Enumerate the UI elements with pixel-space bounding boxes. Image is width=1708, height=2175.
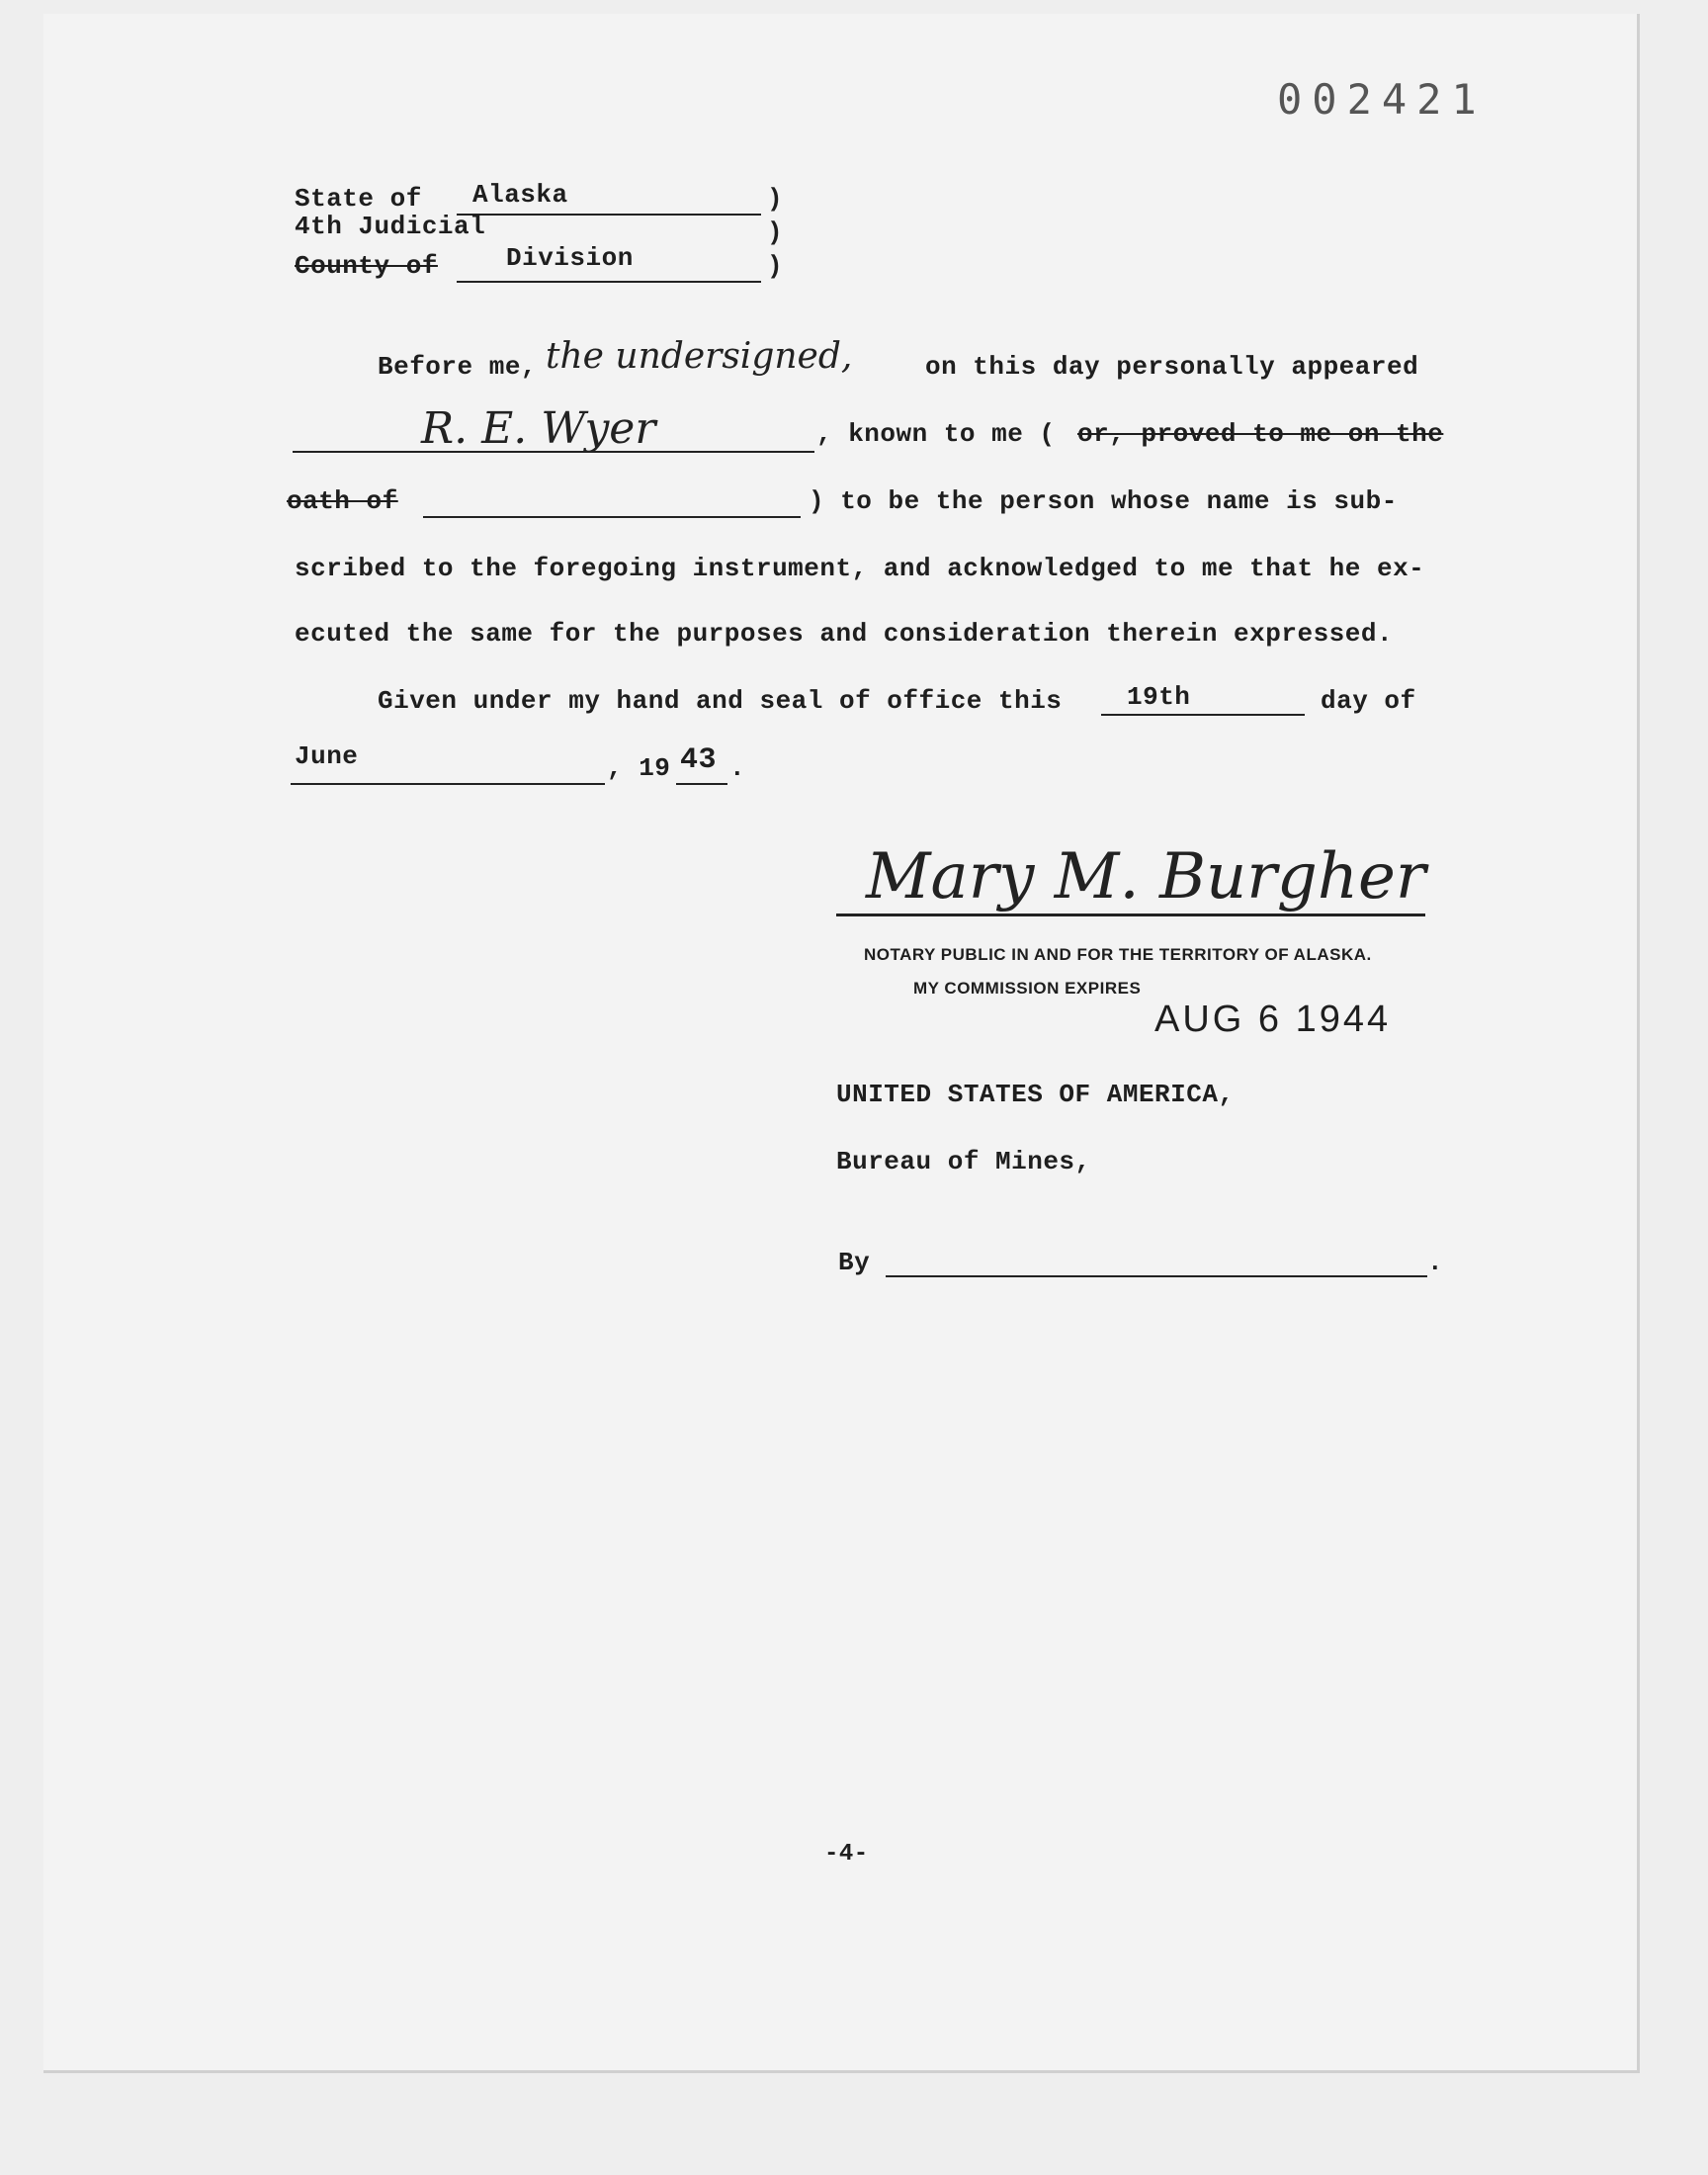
state-label: State of: [295, 184, 422, 214]
county-value-line1: 4th Judicial: [295, 212, 486, 241]
body-line5: ecuted the same for the purposes and consideration therein expressed.: [295, 619, 1394, 649]
body-line3: ) to be the person whose name is sub-: [809, 486, 1398, 516]
notary-title-stamp: NOTARY PUBLIC IN AND FOR THE TERRITORY OF ALASKA.: [864, 945, 1372, 964]
by-label: By: [838, 1248, 871, 1277]
notary-signature: Mary M. Burgher: [866, 840, 1426, 914]
struck-proved-text: or, proved to me on the: [1077, 419, 1444, 449]
day-of-text: day of: [1321, 686, 1416, 716]
known-to-me-text: , known to me (: [816, 419, 1056, 449]
appearer-name-line: [293, 451, 814, 453]
month-line: [291, 783, 605, 785]
page-number: -4-: [824, 1841, 869, 1868]
oath-line: [423, 516, 801, 518]
grantor-line2: Bureau of Mines,: [836, 1147, 1091, 1176]
state-value: Alaska: [472, 180, 568, 210]
venue-paren-3: ): [767, 251, 784, 281]
commission-label-stamp: MY COMMISSION EXPIRES: [913, 979, 1142, 998]
state-line: [457, 214, 761, 216]
appeared-text: on this day personally appeared: [925, 352, 1419, 382]
document-page: [43, 14, 1640, 2073]
county-value-line2: Division: [506, 243, 634, 273]
venue-paren-1: ): [767, 184, 784, 214]
year-period: .: [729, 753, 746, 783]
commission-date-stamp: AUG 6 1944: [1154, 999, 1392, 1040]
appearer-name-handwritten: R. E. Wyer: [421, 403, 656, 454]
month-value: June: [295, 741, 359, 771]
day-line: [1101, 714, 1305, 716]
undersigned-handwritten: the undersigned,: [546, 336, 853, 377]
year-value: 43: [680, 743, 718, 777]
county-line: [457, 281, 761, 283]
struck-oath-text: oath of: [287, 486, 398, 516]
notary-signature-line: [836, 914, 1425, 916]
document-number: 002421: [1277, 75, 1487, 124]
by-signature-line: [886, 1275, 1427, 1277]
given-text: Given under my hand and seal of office this: [378, 686, 1063, 716]
day-value: 19th: [1127, 682, 1191, 712]
venue-paren-2: ): [767, 218, 784, 247]
grantor-line1: UNITED STATES OF AMERICA,: [836, 1080, 1235, 1109]
county-label: County of: [295, 251, 438, 281]
by-period: .: [1427, 1248, 1444, 1277]
before-me-text: Before me,: [378, 352, 538, 382]
year-line: [676, 783, 727, 785]
body-line4: scribed to the foregoing instrument, and acknowledged to me that he ex-: [295, 554, 1425, 583]
year-prefix: , 19: [607, 753, 671, 783]
